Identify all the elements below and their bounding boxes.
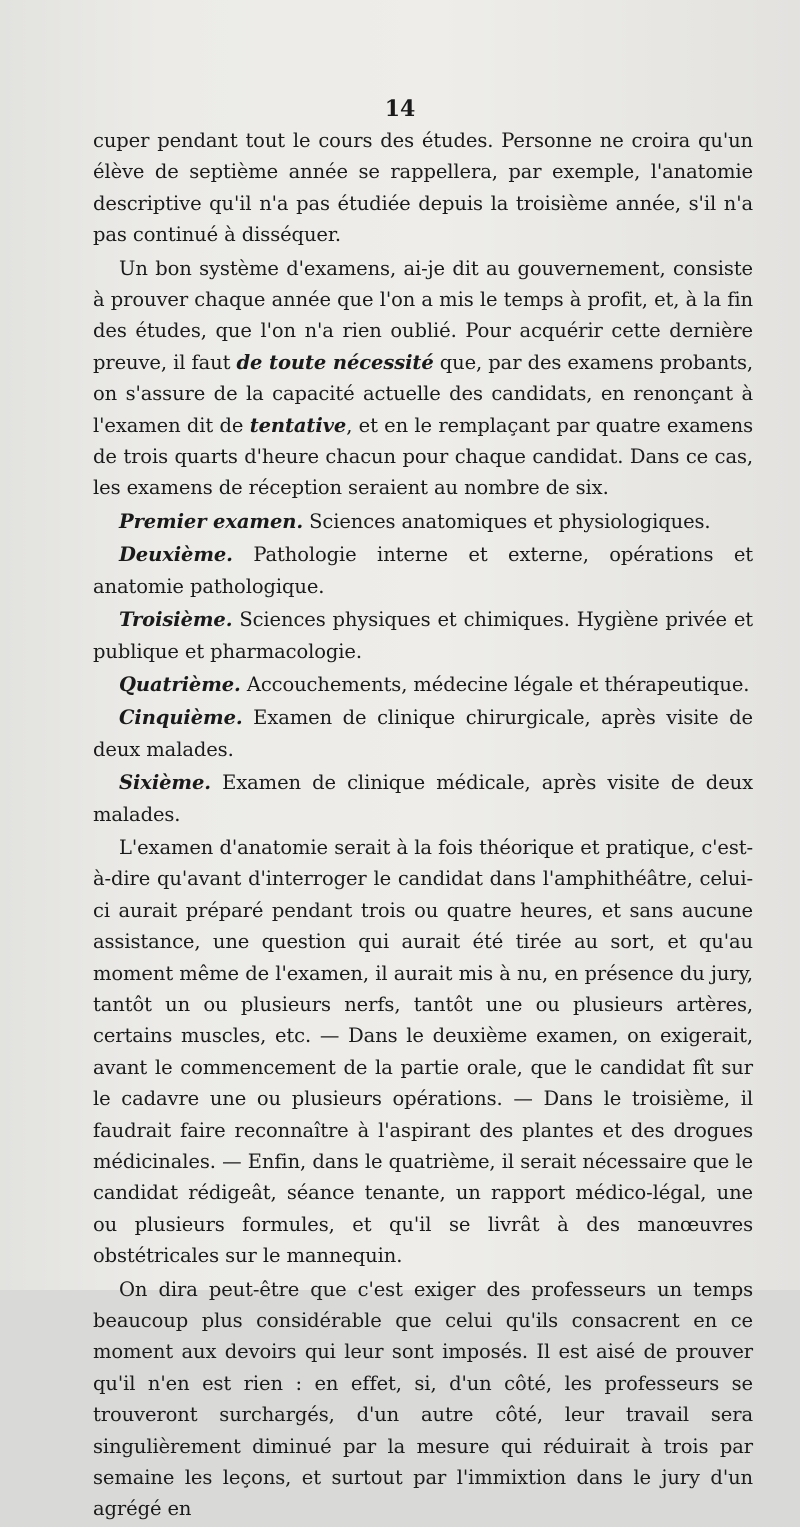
paragraph: L'examen d'anatomie serait à la fois théorique et pratique, c'est-à-dire qu'avant d'interroger le candidat dans l'amphithéâtre, celui-ci aurait préparé pendant trois ou quatre heures, et sans aucune assistance, une question qui aurait été tirée au sort, et qu'au moment même de l'examen, il aurait mis à nu, en présence du jury, tantôt un ou plusieurs nerfs, tantôt une ou plusieurs artères, certains muscles, etc. — Dans le deuxième examen, on exigerait, avant le commencement de la partie orale, que le candidat fît sur le cadavre une ou plusieurs opérations. — Dans le troisième, il faudrait faire reconnaître à l'aspirant des plantes et des drogues médicinales. — Enfin, dans le quatrième, il serait nécessaire que le candidat rédigeât, séance tenante, un rapport médico-légal, une ou plusieurs formules, et qu'il se livrât à des manœuvres obstétricales sur le mannequin. [93,835,753,1268]
exam-text: Examen de clinique chirurgicale, après visite de deux malades. [93,706,753,761]
exam-text: Accouchements, médecine légale et thérapeutique. [240,672,750,696]
exam-item [93,702,753,765]
exam-item [93,539,753,602]
exam-text: Examen de clinique médicale, après visite de deux malades. [93,771,753,826]
paragraph: On dira peut-être que c'est exiger des professeurs un temps beaucoup plus considérable que celui qu'ils consacrent en ce moment aux devoirs qui leur sont imposés. Il est aisé de prouver qu'il n'en est rien : en effet, si, d'un côté, les professeurs se trouveront surchargés, d'un autre côté, leur travail sera singulièrement diminué par la mesure qui réduirait à trois par semaine les leçons, et surtout par l'immixtion dans le jury d'un agrégé en [93,1277,753,1521]
paragraph-text: Un bon système d'examens, ai-je dit au gouvernement, consiste à prouver chaque année que l'on a mis le temps à profit, et, à la fin des études, que l'on n'a rien oublié. Pour acquérir cette dernière preuve, il faut [93,256,753,374]
exam-item [93,604,753,667]
exam-label: Deuxième. [119,543,233,567]
exam-label: Quatrième. [119,672,241,696]
exam-text: Pathologie interne et externe, opérations et anatomie pathologique. [93,543,753,598]
page-number: 14 [384,96,416,122]
exam-label: Cinquième. [119,706,243,730]
body-text [93,125,753,1527]
paragraph [93,253,753,504]
exam-item [93,506,753,537]
exam-item [93,669,753,700]
paragraph-text: que, par des examens probants, on s'assure de la capacité actuelle des candidats, en renonçant à l'examen dit de [93,350,753,437]
paragraph: cuper pendant tout le cours des études. Personne ne croira qu'un élève de septième année se rappellera, par exemple, l'anatomie descriptive qu'il n'a pas étudiée depuis la troisième année, s'il n'a pas continué à disséquer. [93,129,753,247]
exam-item [93,767,753,830]
exam-label: Premier examen. [119,509,304,533]
exam-text: Sciences anatomiques et physiologiques. [303,509,711,533]
exam-text: Sciences physiques et chimiques. Hygiène privée et publique et pharmacologie. [93,608,753,663]
paragraph-text: , et en le remplaçant par quatre examens de trois quarts d'heure chacun pour chaque candidat. Dans ce cas, les examens de réception seraient au nombre de six. [93,413,753,500]
emphasis: de toute nécessité [236,350,434,374]
exam-label: Troisième. [119,608,233,632]
exam-label: Sixième. [119,771,211,795]
emphasis: tentative [249,413,347,437]
